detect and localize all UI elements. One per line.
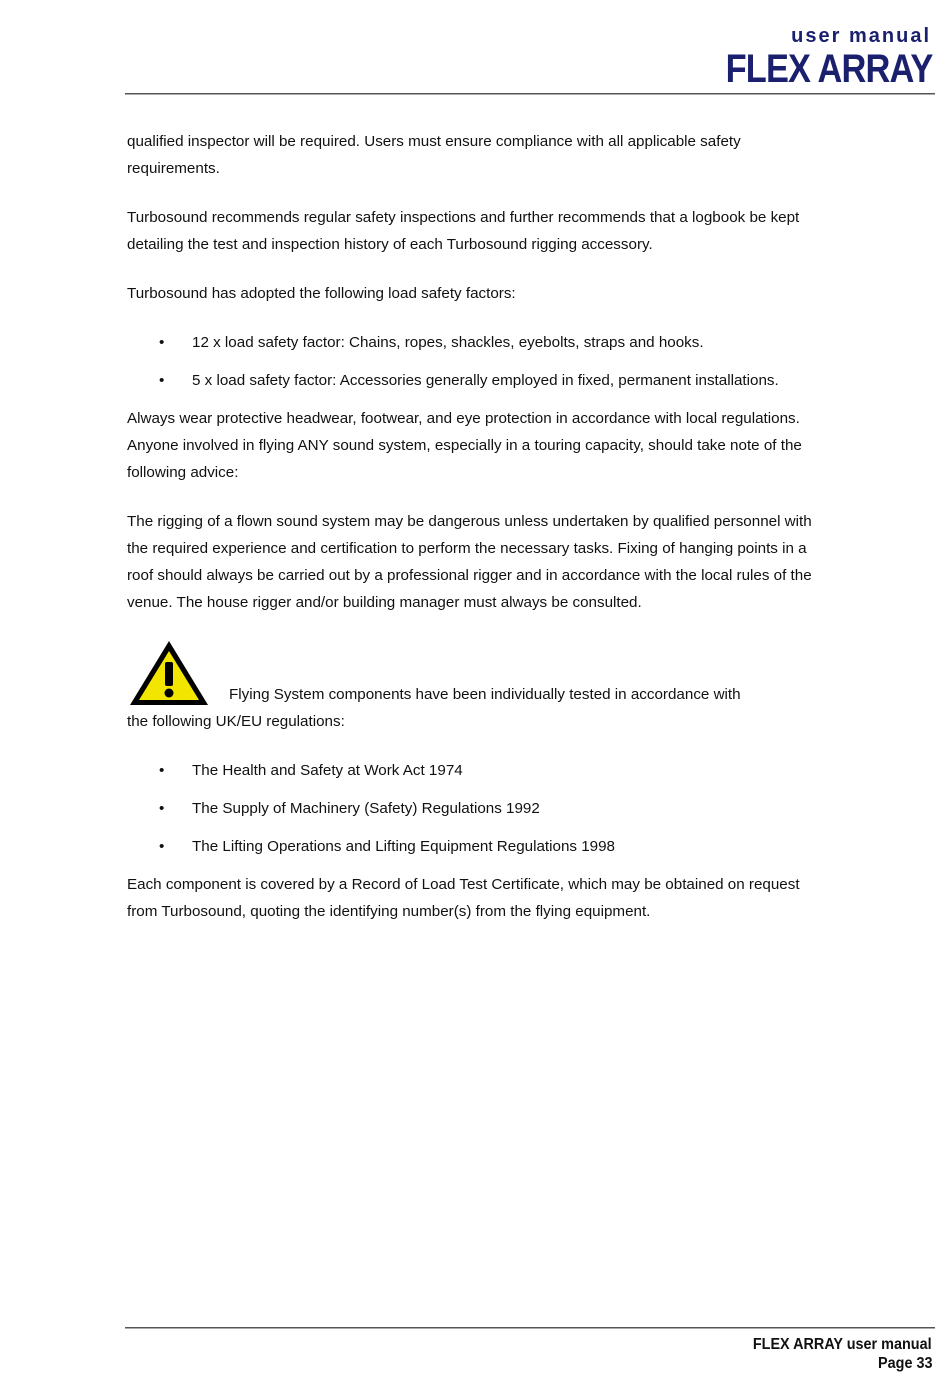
paragraph-inspector: qualified inspector will be required. Users must ensure compliance with all applicable safety requirements. xyxy=(127,133,741,177)
regulations-list xyxy=(127,757,817,860)
bullet-icon: • xyxy=(159,838,165,855)
safety-factor-list xyxy=(127,329,817,394)
paragraph-logbook: Turbosound recommends regular safety inspections and further recommends that a logbook be kept detailing the test and inspection history of each Turbosound rigging accessory. xyxy=(127,209,800,253)
warning-triangle-icon xyxy=(127,638,211,708)
list-item xyxy=(127,833,817,860)
footer-manual-title: FLEX ARRAY user manual xyxy=(753,1336,932,1353)
header-title: FLEX ARRAY xyxy=(725,47,932,91)
footer-divider xyxy=(125,1327,935,1329)
list-item xyxy=(127,795,817,822)
header-divider xyxy=(125,93,935,95)
list-item-text: The Supply of Machinery (Safety) Regulations 1992 xyxy=(192,800,540,817)
paragraph-protective-wear: Always wear protective headwear, footwear, and eye protection in accordance with local regulations. Anyone involved in flying ANY sound system, especially in a touring capacity, should take note of the following advice: xyxy=(127,410,802,481)
paragraph-safety-factors-intro: Turbosound has adopted the following load safety factors: xyxy=(127,285,516,302)
bullet-icon: • xyxy=(159,372,165,389)
page-content xyxy=(127,128,817,947)
paragraph-rigging-advice: The rigging of a flown sound system may be dangerous unless undertaken by qualified personnel with the required experience and certification to perform the necessary tasks. Fixing of hanging points in a roof should always be carried out by a professional rigger and in accordance with the local rules of the venue. The house rigger and/or building manager must always be consulted. xyxy=(127,513,812,611)
list-item-text: 5 x load safety factor: Accessories generally employed in fixed, permanent installations. xyxy=(192,372,779,389)
bullet-icon: • xyxy=(159,762,165,779)
list-item xyxy=(127,367,817,394)
list-item xyxy=(127,329,817,356)
footer-page-number: Page 33 xyxy=(877,1355,932,1372)
list-item xyxy=(127,757,817,784)
paragraph-certificate: Each component is covered by a Record of Load Test Certificate, which may be obtained on request from Turbosound, quoting the identifying number(s) from the flying equipment. xyxy=(127,876,800,920)
warning-text-first-line: Flying System components have been individually tested in accordance with xyxy=(229,686,741,703)
list-item-text: The Lifting Operations and Lifting Equipment Regulations 1998 xyxy=(192,838,615,855)
warning-text-continuation: the following UK/EU regulations: xyxy=(127,713,345,730)
warning-paragraph xyxy=(127,638,817,735)
list-item-text: 12 x load safety factor: Chains, ropes, shackles, eyebolts, straps and hooks. xyxy=(192,334,704,351)
bullet-icon: • xyxy=(159,334,165,351)
header-subtitle: user manual xyxy=(791,25,931,47)
list-item-text: The Health and Safety at Work Act 1974 xyxy=(192,762,463,779)
bullet-icon: • xyxy=(159,800,165,817)
